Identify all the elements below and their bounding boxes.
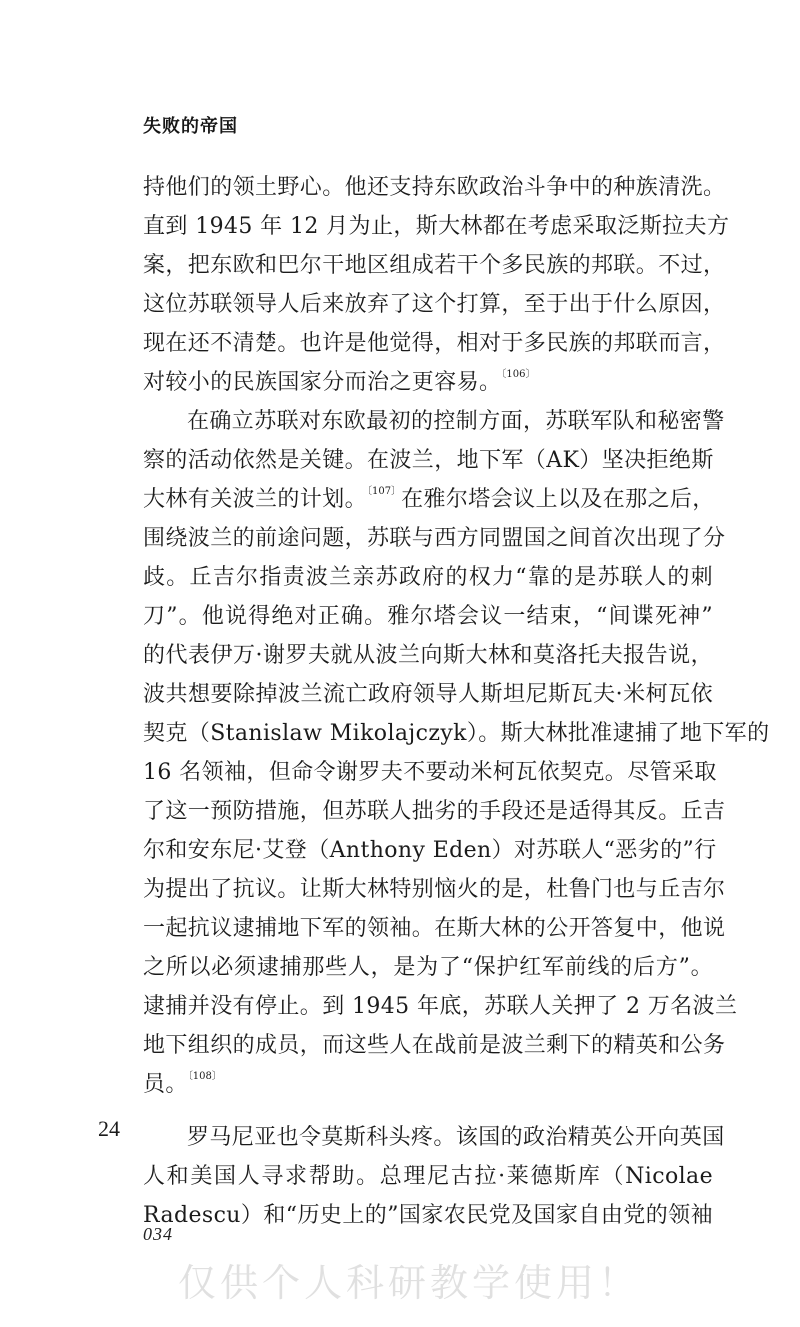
text-line: 16 名领袖，但命令谢罗夫不要动米柯瓦依契克。尽管采取 xyxy=(143,760,717,785)
text-fragment: 对较小的民族国家分而治之更容易。 xyxy=(143,370,502,395)
text-line xyxy=(143,363,713,402)
text-line xyxy=(143,1065,713,1104)
text-line: 为提出了抗议。让斯大林特别恼火的是，杜鲁门也与丘吉尔 xyxy=(143,877,726,902)
text-fragment: 大林有关波兰的计划。 xyxy=(143,487,368,512)
text-line: 罗马尼亚也令莫斯科头疼。该国的政治精英公开向英国 xyxy=(187,1125,725,1150)
text-line: 逮捕并没有停止。到 1945 年底，苏联人关押了 2 万名波兰 xyxy=(143,994,738,1019)
text-line: 在确立苏联对东欧最初的控制方面，苏联军队和秘密警 xyxy=(187,409,725,434)
paragraph-gap xyxy=(143,1104,713,1118)
text-line: Radescu）和“历史上的”国家农民党及国家自由党的领袖 xyxy=(143,1203,713,1228)
footnote-ref: 〔107〕 xyxy=(367,486,402,497)
page-number: 034 xyxy=(143,1224,173,1244)
text-line: 之所以必须逮捕那些人，是为了“保护红军前线的后方”。 xyxy=(143,955,713,980)
text-line: 察的活动依然是关键。在波兰，地下军（AK）坚决拒绝斯 xyxy=(143,448,714,473)
text-line: 人和美国人寻求帮助。总理尼古拉·莱德斯库（Nicolae xyxy=(143,1164,713,1189)
text-fragment: 在雅尔塔会议上以及在那之后， xyxy=(401,487,715,512)
text-fragment: 员。 xyxy=(143,1072,188,1097)
text-line: 刀”。他说得绝对正确。雅尔塔会议一结束，“间谍死神” xyxy=(143,604,713,629)
text-line: 契克（Stanislaw Mikolajczyk）。斯大林批准逮捕了地下军的 xyxy=(143,721,770,746)
text-line: 的代表伊万·谢罗夫就从波兰向斯大林和莫洛托夫报告说， xyxy=(143,643,713,668)
footnote-ref: 〔108〕 xyxy=(187,1071,222,1082)
body-text xyxy=(143,168,770,1235)
text-line xyxy=(143,480,713,519)
text-line: 尔和安东尼·艾登（Anthony Eden）对苏联人“恶劣的”行 xyxy=(143,838,717,863)
text-line: 围绕波兰的前途问题，苏联与西方同盟国之间首次出现了分 xyxy=(143,526,726,551)
text-line: 现在还不清楚。也许是他觉得，相对于多民族的邦联而言， xyxy=(143,331,726,356)
footnote-ref: 〔106〕 xyxy=(501,369,536,380)
text-line: 歧。丘吉尔指责波兰亲苏政府的权力“靠的是苏联人的刺 xyxy=(143,565,713,590)
watermark: 仅供个人科研教学使用！ xyxy=(178,1261,641,1305)
text-line: 了这一预防措施，但苏联人拙劣的手段还是适得其反。丘吉 xyxy=(143,799,726,824)
text-line: 一起抗议逮捕地下军的领袖。在斯大林的公开答复中，他说 xyxy=(143,916,726,941)
text-line: 波共想要除掉波兰流亡政府领导人斯坦尼斯瓦夫·米柯瓦依 xyxy=(143,682,713,707)
text-line: 持他们的领土野心。他还支持东欧政治斗争中的种族清洗。 xyxy=(143,175,726,200)
text-line: 直到 1945 年 12 月为止，斯大林都在考虑采取泛斯拉夫方 xyxy=(143,214,730,239)
text-line: 地下组织的成员，而这些人在战前是波兰剩下的精英和公务 xyxy=(143,1033,726,1058)
original-page-marker: 24 xyxy=(98,1116,120,1141)
text-line: 案，把东欧和巴尔干地区组成若干个多民族的邦联。不过， xyxy=(143,253,726,278)
text-line: 这位苏联领导人后来放弃了这个打算，至于出于什么原因， xyxy=(143,292,726,317)
running-header: 失败的帝国 xyxy=(143,116,238,137)
